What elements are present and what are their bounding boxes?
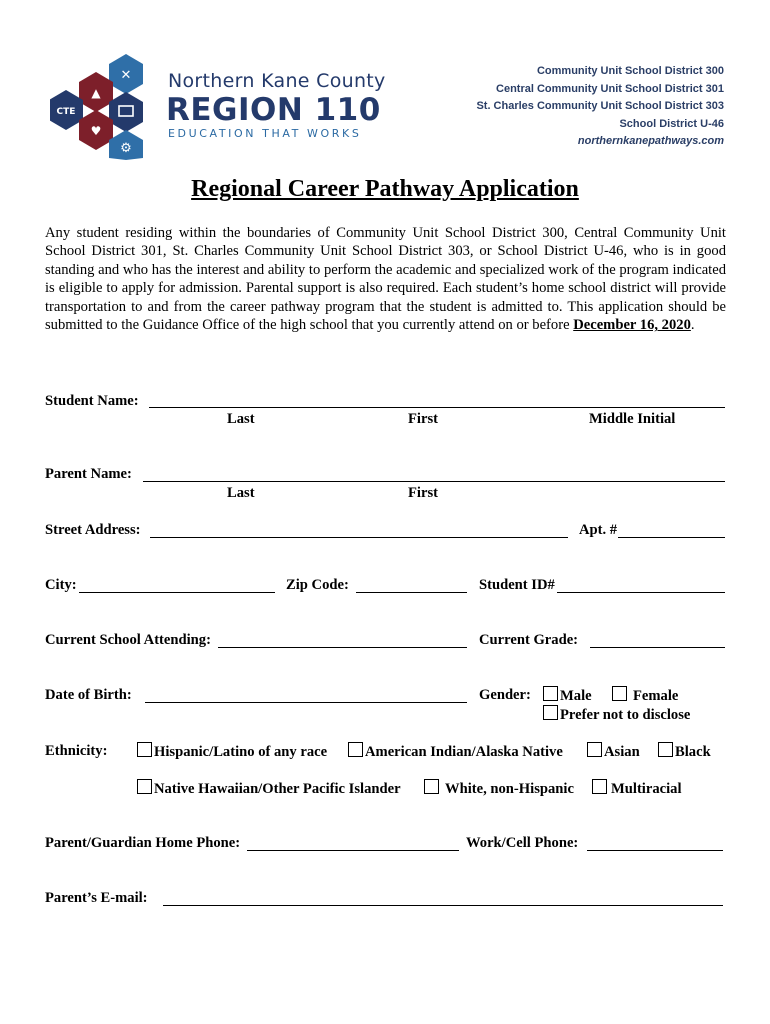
hex-monitor-icon [109, 92, 143, 132]
ethnicity-white-option[interactable] [424, 779, 574, 798]
apt-field[interactable] [618, 537, 725, 538]
parent-name-field[interactable] [143, 481, 725, 482]
intro-body: Any student residing within the boundaries of Community Unit School District 300, Central Community Unit School District 301, St. Charles Community Unit School District 303, or School District U-46, who is in good standing and who has the interest and ability to perform the academic and specialized work of the program indicated is eligible to apply for admission. Parental support is also required. Each student’s home school district will provide transportation to and from the career pathway program that the student is admitted to. This application should be submitted to the Guidance Office of the high school that you currently attend on or before [45, 225, 726, 334]
ethnicity-pacific-islander-text: Native Hawaiian/Other Pacific Islander [154, 781, 401, 797]
ethnicity-hispanic-checkbox[interactable] [137, 742, 152, 757]
zip-field[interactable] [356, 592, 467, 593]
student-name-label: Student Name: [45, 393, 139, 409]
ethnicity-american-indian-checkbox[interactable] [348, 742, 363, 757]
student-first-label: First [408, 411, 438, 427]
gender-prefer-not-checkbox[interactable] [543, 705, 558, 720]
ethnicity-pacific-islander-option[interactable] [137, 779, 401, 798]
ethnicity-american-indian-option[interactable] [348, 742, 563, 761]
current-school-field[interactable] [218, 647, 467, 648]
district-303: St. Charles Community Unit School District 303 [476, 100, 724, 112]
ethnicity-american-indian-text: American Indian/Alaska Native [365, 744, 563, 760]
parent-last-label: Last [227, 485, 255, 501]
deadline-date: December 16, 2020 [573, 317, 691, 334]
student-name-field[interactable] [149, 407, 725, 408]
ethnicity-asian-option[interactable] [587, 742, 640, 761]
svg-text:▲: ▲ [91, 86, 101, 100]
ethnicity-asian-text: Asian [604, 744, 640, 760]
work-phone-label: Work/Cell Phone: [466, 835, 579, 851]
student-id-label: Student ID# [479, 577, 555, 593]
logo-line-2: REGION 110 [166, 92, 381, 128]
intro-paragraph [45, 224, 726, 334]
work-phone-field[interactable] [587, 850, 723, 851]
svg-text:♥: ♥ [90, 124, 102, 138]
ethnicity-black-option[interactable] [658, 742, 711, 761]
gender-male-text: Male [560, 688, 592, 704]
cte-label: CTE [56, 107, 76, 117]
ethnicity-black-checkbox[interactable] [658, 742, 673, 757]
city-label: City: [45, 577, 77, 593]
home-phone-field[interactable] [247, 850, 459, 851]
email-label: Parent’s E-mail: [45, 890, 148, 906]
gender-label: Gender: [479, 687, 531, 703]
student-middle-label: Middle Initial [589, 411, 676, 427]
parent-first-label: First [408, 485, 438, 501]
logo-line-1: Northern Kane County [168, 70, 386, 92]
zip-label: Zip Code: [286, 577, 349, 593]
city-field[interactable] [79, 592, 275, 593]
ethnicity-multiracial-text: Multiracial [611, 781, 682, 797]
gender-male-checkbox[interactable] [543, 686, 558, 701]
current-grade-label: Current Grade: [479, 632, 579, 648]
gender-prefer-not-text: Prefer not to disclose [560, 707, 691, 723]
district-list [476, 63, 724, 151]
ethnicity-hispanic-option[interactable] [137, 742, 327, 761]
gender-female-text: Female [633, 688, 679, 704]
student-last-label: Last [227, 411, 255, 427]
ethnicity-multiracial-checkbox[interactable] [592, 779, 607, 794]
student-id-field[interactable] [557, 592, 725, 593]
dob-label: Date of Birth: [45, 687, 132, 703]
svg-text:⚙: ⚙ [120, 141, 132, 156]
intro-end: . [690, 317, 695, 334]
home-phone-label: Parent/Guardian Home Phone: [45, 835, 241, 851]
district-300: Community Unit School District 300 [536, 65, 724, 77]
hexagon-logo-graphic [50, 52, 170, 160]
apt-label: Apt. # [579, 522, 618, 538]
svg-text:✕: ✕ [120, 68, 132, 83]
dob-field[interactable] [145, 702, 467, 703]
gender-female-checkbox[interactable] [612, 686, 627, 701]
ethnicity-label: Ethnicity: [45, 743, 108, 759]
ethnicity-white-checkbox[interactable] [424, 779, 439, 794]
current-grade-field[interactable] [590, 647, 725, 648]
ethnicity-black-text: Black [675, 744, 711, 760]
gender-prefer-not-option[interactable] [543, 705, 690, 724]
ethnicity-multiracial-option[interactable] [592, 779, 682, 798]
gender-male-option[interactable] [543, 686, 592, 705]
ethnicity-white-text: White, non-Hispanic [445, 781, 574, 797]
current-school-label: Current School Attending: [45, 632, 211, 648]
email-field[interactable] [163, 905, 723, 906]
logo-tagline: EDUCATION THAT WORKS [168, 127, 362, 140]
parent-name-label: Parent Name: [45, 466, 132, 482]
page-title: Regional Career Pathway Application [191, 176, 579, 202]
ethnicity-pacific-islander-checkbox[interactable] [137, 779, 152, 794]
street-address-field[interactable] [150, 537, 568, 538]
ethnicity-hispanic-text: Hispanic/Latino of any race [154, 744, 328, 760]
district-301: Central Community Unit School District 301 [496, 82, 724, 95]
gender-female-option[interactable] [612, 686, 678, 705]
street-address-label: Street Address: [45, 522, 141, 538]
district-u46: School District U-46 [619, 117, 724, 130]
website-link[interactable]: northernkanepathways.com [577, 135, 724, 147]
ethnicity-asian-checkbox[interactable] [587, 742, 602, 757]
